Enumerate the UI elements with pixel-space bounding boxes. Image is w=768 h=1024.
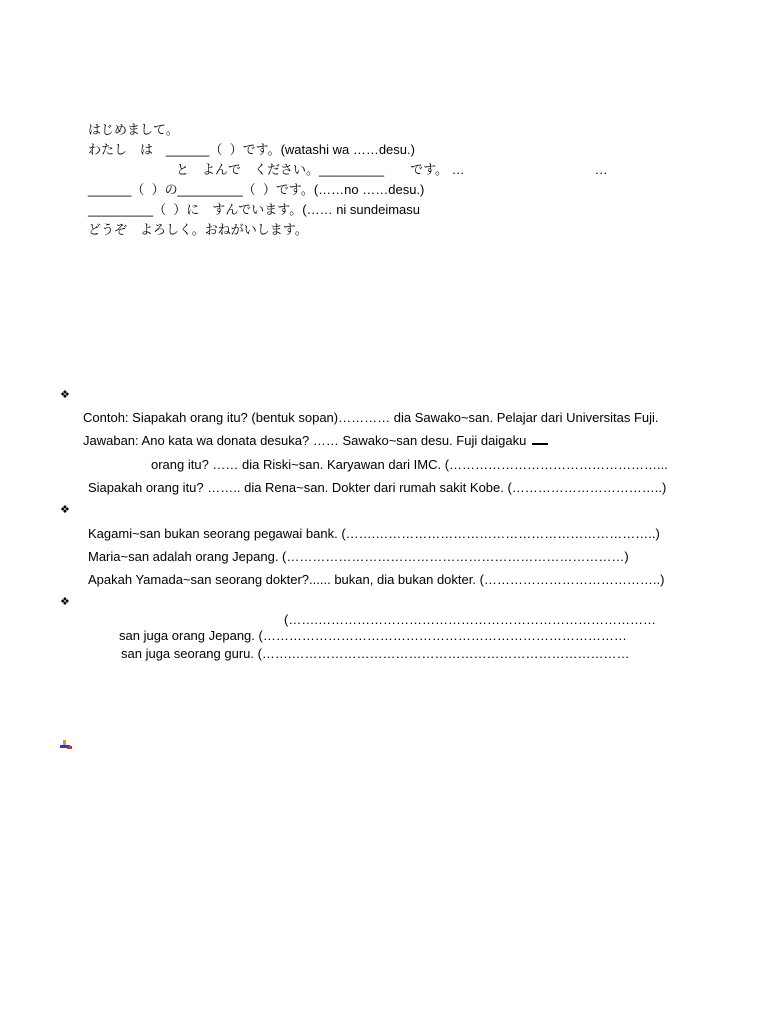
section-1-line-1: Contoh: Siapakah orang itu? (bentuk sopan)………… dia Sawako~san. Pelajar dari Universitas Fuji. [83,410,659,425]
section-3-line-1: (…….…………………………………………………………………… [284,612,656,627]
section-1-line-3: orang itu? …… dia Riski~san. Karyawan dari IMC. (…………………………………………... [151,457,668,472]
section-3-line-3: san juga seorang guru. (…….…………………………………………………………………… [121,646,630,661]
intro-line-1: はじめまして。 [88,122,179,137]
section-2-line-1: Kagami~san bukan seorang pegawai bank. (…….………………………………………………………..) [88,526,660,541]
intro-line-2: わたし は ______（ ）です。(watashi wa ……desu.) [88,142,415,157]
section-2-line-2: Maria~san adalah orang Jepang. (……………………………………………………………………) [88,549,629,564]
intro-line-4: ______（ ）の_________（ ）です。(……no ……desu.) [88,182,425,197]
section-2-line-3: Apakah Yamada~san seorang dokter?...... bukan, dia bukan dokter. (…………………………………..) [88,572,665,587]
intro-line-5: _________（ ）に すんでいます。(…… ni sundeimasu [88,202,421,217]
pencil-icon [60,740,72,750]
intro-line-6: どうぞ よろしく。おねがいします。 [88,222,308,237]
intro-line-3: と よんで ください。_________ です。 … … [176,162,608,177]
section-1-line-2 [83,433,548,449]
section-1-line-4: Siapakah orang itu? …….. dia Rena~san. Dokter dari rumah sakit Kobe. (……………………………..) [88,480,667,495]
answer-blank-mark [532,433,548,445]
diamond-bullet-icon: ❖ [60,389,70,401]
diamond-bullet-icon: ❖ [60,596,70,608]
section-3-line-2: san juga orang Jepang. (………………………………………………………………………… [119,628,627,643]
diamond-bullet-icon: ❖ [60,504,70,516]
section-1-line-2-text: Jawaban: Ano kata wa donata desuka? …… Sawako~san desu. Fuji daigaku [83,433,527,448]
